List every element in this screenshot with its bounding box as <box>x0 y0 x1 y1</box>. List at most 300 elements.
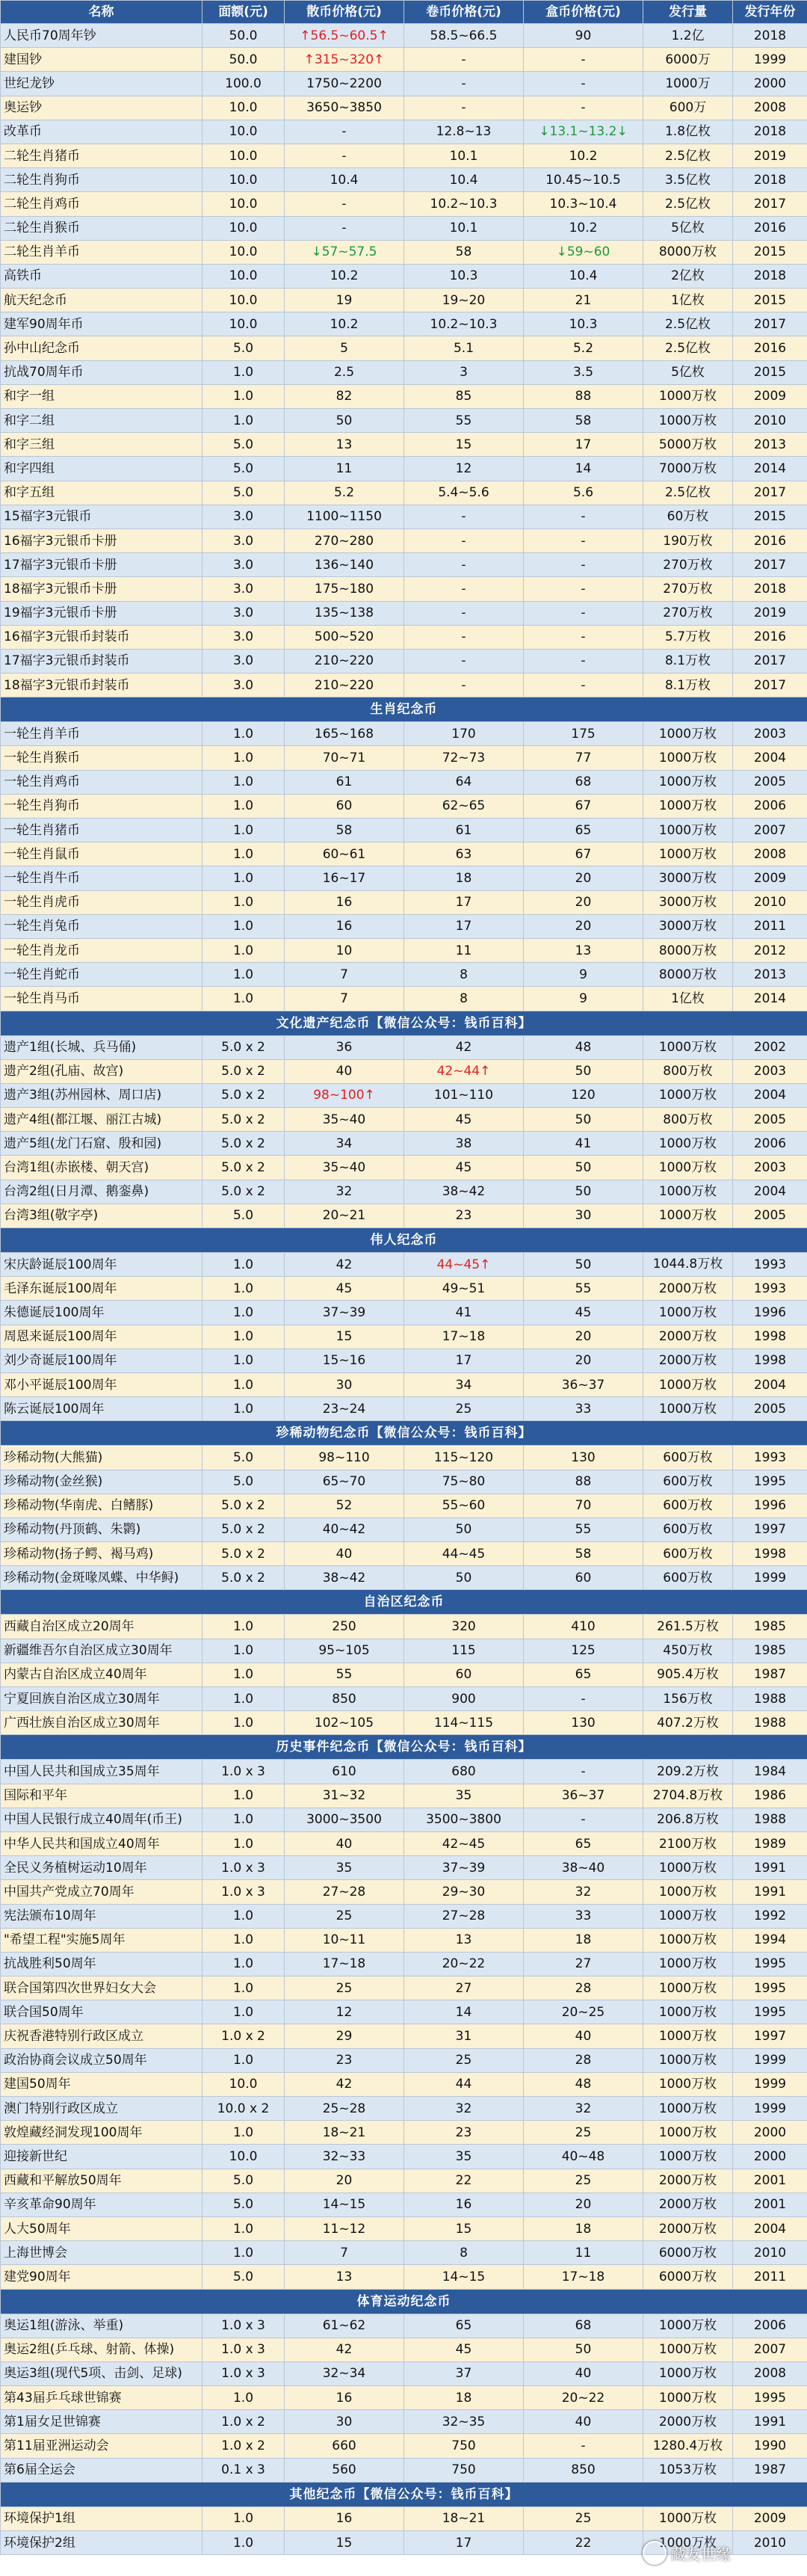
cell-issue-year: 2001 <box>733 2169 807 2193</box>
cell-box-price: - <box>524 72 643 96</box>
cell-box-price: 32 <box>524 1880 643 1904</box>
cell-loose-price: 23 <box>285 2048 404 2072</box>
table-row <box>1 674 807 697</box>
table-row <box>1 2121 807 2145</box>
cell-issue-year: 2016 <box>733 625 807 649</box>
cell-denomination: 3.0 <box>202 625 285 649</box>
cell-coin-name: 庆祝香港特别行政区成立 <box>1 2024 202 2048</box>
cell-issue-year: 1997 <box>733 2024 807 2048</box>
cell-roll-price: - <box>404 577 524 601</box>
cell-box-price: 10.3 <box>524 312 643 336</box>
cell-roll-price: 50 <box>404 1566 524 1590</box>
cell-circulation: 1000万枚 <box>643 2145 733 2169</box>
cell-loose-price: 30 <box>285 2410 404 2434</box>
cell-denomination: 50.0 <box>202 24 285 48</box>
cell-roll-price: - <box>404 96 524 120</box>
cell-issue-year: 1999 <box>733 2097 807 2121</box>
cell-circulation: 1000万枚 <box>643 1301 733 1325</box>
table-row <box>1 96 807 120</box>
cell-loose-price: 16 <box>285 2506 404 2530</box>
section-header <box>1 697 807 722</box>
cell-denomination: 1.0 <box>202 1928 285 1952</box>
cell-roll-price: 101~110 <box>404 1083 524 1107</box>
cell-roll-price: 18~21 <box>404 2506 524 2530</box>
cell-denomination: 1.0 <box>202 819 285 842</box>
cell-coin-name: 中国人民银行成立40周年(币王) <box>1 1808 202 1831</box>
cell-box-price: 55 <box>524 1277 643 1301</box>
cell-box-price: 68 <box>524 770 643 794</box>
cell-coin-name: 遗产2组(孔庙、故宫) <box>1 1059 202 1083</box>
cell-issue-year: 2003 <box>733 722 807 746</box>
cell-box-price: - <box>524 601 643 625</box>
cell-circulation: 2.5亿枚 <box>643 312 733 336</box>
cell-coin-name: 和字三组 <box>1 433 202 457</box>
cell-issue-year: 1991 <box>733 2410 807 2434</box>
cell-coin-name: 18福字3元银币封装币 <box>1 674 202 697</box>
section-title: 文化遗产纪念币【微信公众号：钱币百科】 <box>1 1011 807 1035</box>
cell-circulation: 6000万枚 <box>643 2265 733 2289</box>
cell-roll-price: 44 <box>404 2072 524 2096</box>
cell-box-price: 50 <box>524 1180 643 1204</box>
cell-circulation: 2.5亿枚 <box>643 144 733 167</box>
cell-circulation: 1280.4万枚 <box>643 2434 733 2458</box>
cell-issue-year: 2018 <box>733 577 807 601</box>
cell-roll-price: 20~22 <box>404 1952 524 1976</box>
cell-issue-year: 1995 <box>733 1952 807 1976</box>
cell-denomination: 1.0 <box>202 722 285 746</box>
cell-denomination: 1.0 <box>202 794 285 818</box>
cell-roll-price: 63 <box>404 842 524 866</box>
cell-box-price: 70 <box>524 1494 643 1517</box>
cell-coin-name: 抗战70周年币 <box>1 360 202 384</box>
cell-roll-price: 50 <box>404 1517 524 1541</box>
table-row <box>1 2000 807 2024</box>
cell-box-price: 21 <box>524 289 643 312</box>
cell-issue-year: 2011 <box>733 914 807 938</box>
cell-issue-year: 2000 <box>733 72 807 96</box>
cell-roll-price: 32 <box>404 2097 524 2121</box>
cell-roll-price: 15 <box>404 2216 524 2240</box>
cell-circulation: 8000万枚 <box>643 963 733 987</box>
cell-circulation: 1亿枚 <box>643 987 733 1011</box>
cell-circulation: 1000万枚 <box>643 1156 733 1180</box>
cell-coin-name: 中国共产党成立70周年 <box>1 1880 202 1904</box>
table-body <box>1 24 807 2555</box>
cell-circulation: 6000万枚 <box>643 2241 733 2265</box>
cell-coin-name: 15福字3元银币 <box>1 505 202 529</box>
cell-circulation: 1000万枚 <box>643 746 733 770</box>
cell-coin-name: 一轮生肖虎币 <box>1 890 202 914</box>
cell-circulation: 2.5亿枚 <box>643 336 733 360</box>
table-row <box>1 2314 807 2338</box>
cell-loose-price: 7 <box>285 963 404 987</box>
cell-coin-name: 内蒙古自治区成立40周年 <box>1 1663 202 1686</box>
cell-denomination: 10.0 <box>202 144 285 167</box>
cell-coin-name: 台湾3组(敬字亭) <box>1 1204 202 1227</box>
cell-coin-name: 18福字3元银币卡册 <box>1 577 202 601</box>
cell-issue-year: 2008 <box>733 2361 807 2385</box>
cell-circulation: 3000万枚 <box>643 890 733 914</box>
cell-loose-price: 45 <box>285 1277 404 1301</box>
cell-denomination: 10.0 <box>202 240 285 264</box>
cell-coin-name: 一轮生肖羊币 <box>1 722 202 746</box>
cell-box-price: 18 <box>524 2216 643 2240</box>
cell-coin-name: 环境保护1组 <box>1 2506 202 2530</box>
cell-loose-price: 95~105 <box>285 1639 404 1663</box>
table-row <box>1 1615 807 1639</box>
table-row <box>1 746 807 770</box>
cell-issue-year: 2006 <box>733 794 807 818</box>
cell-coin-name: 奥运2组(乒乓球、射箭、体操) <box>1 2338 202 2361</box>
section-title: 自治区纪念币 <box>1 1590 807 1615</box>
table-row <box>1 1494 807 1517</box>
cell-issue-year: 1985 <box>733 1615 807 1639</box>
cell-circulation: 1000万枚 <box>643 1952 733 1976</box>
cell-denomination: 5.0 <box>202 2169 285 2193</box>
cell-roll-price: 62~65 <box>404 794 524 818</box>
cell-denomination: 1.0 x 3 <box>202 2314 285 2338</box>
cell-roll-price: 42 <box>404 1035 524 1059</box>
cell-roll-price: 55~60 <box>404 1494 524 1517</box>
cell-coin-name: 一轮生肖牛币 <box>1 866 202 890</box>
cell-roll-price: 10.3 <box>404 264 524 288</box>
cell-denomination: 5.0 x 2 <box>202 1566 285 1590</box>
cell-circulation: 2000万枚 <box>643 2410 733 2434</box>
cell-roll-price: 35 <box>404 2145 524 2169</box>
cell-box-price: 850 <box>524 2458 643 2482</box>
cell-roll-price: 8 <box>404 987 524 1011</box>
cell-loose-price: 20~21 <box>285 1204 404 1227</box>
section-title: 体育运动纪念币 <box>1 2289 807 2314</box>
cell-roll-price: 10.4 <box>404 168 524 192</box>
cell-circulation: 1000万枚 <box>643 2024 733 2048</box>
cell-box-price: 17 <box>524 433 643 457</box>
cell-loose-price: 58 <box>285 819 404 842</box>
cell-issue-year: 1995 <box>733 1470 807 1494</box>
cell-denomination: 5.0 <box>202 433 285 457</box>
cell-circulation: 1000万枚 <box>643 1928 733 1952</box>
cell-box-price: 175 <box>524 722 643 746</box>
cell-loose-price: 27~28 <box>285 1880 404 1904</box>
cell-box-price: - <box>524 505 643 529</box>
cell-denomination: 1.0 x 3 <box>202 2361 285 2385</box>
cell-box-price: 13 <box>524 938 643 962</box>
cell-denomination: 1.0 <box>202 1397 285 1421</box>
cell-box-price: 27 <box>524 1952 643 1976</box>
cell-loose-price: 15 <box>285 2531 404 2555</box>
table-row <box>1 409 807 433</box>
cell-coin-name: 迎接新世纪 <box>1 2145 202 2169</box>
cell-circulation: 206.8万枚 <box>643 1808 733 1831</box>
cell-loose-price: 5.2 <box>285 481 404 505</box>
cell-coin-name: 一轮生肖狗币 <box>1 794 202 818</box>
table-row <box>1 1035 807 1059</box>
cell-coin-name: 国际和平年 <box>1 1784 202 1808</box>
table-row <box>1 1639 807 1663</box>
table-row <box>1 2386 807 2410</box>
cell-issue-year: 2013 <box>733 433 807 457</box>
cell-box-price: - <box>524 96 643 120</box>
cell-box-price: 32 <box>524 2097 643 2121</box>
cell-roll-price: 22 <box>404 2169 524 2193</box>
cell-loose-price: 42 <box>285 2072 404 2096</box>
cell-roll-price: 35 <box>404 1784 524 1808</box>
cell-denomination: 1.0 <box>202 987 285 1011</box>
cell-loose-price: 660 <box>285 2434 404 2458</box>
cell-roll-price: 72~73 <box>404 746 524 770</box>
cell-box-price: ↓13.1~13.2↓ <box>524 120 643 144</box>
cell-denomination: 1.0 <box>202 2000 285 2024</box>
cell-circulation: 5000万枚 <box>643 433 733 457</box>
table-row <box>1 1542 807 1566</box>
cell-loose-price: 500~520 <box>285 625 404 649</box>
table-row <box>1 1446 807 1470</box>
table-row <box>1 2169 807 2193</box>
table-row <box>1 553 807 577</box>
cell-roll-price: 61 <box>404 819 524 842</box>
cell-circulation: 1000万枚 <box>643 384 733 408</box>
cell-coin-name: 二轮生肖猪币 <box>1 144 202 167</box>
cell-roll-price: 14 <box>404 2000 524 2024</box>
cell-coin-name: 16福字3元银币卡册 <box>1 529 202 552</box>
cell-circulation: 1000万枚 <box>643 2097 733 2121</box>
table-row <box>1 433 807 457</box>
cell-circulation: 2亿枚 <box>643 264 733 288</box>
cell-coin-name: 宋庆龄诞辰100周年 <box>1 1253 202 1277</box>
cell-issue-year: 1995 <box>733 1976 807 2000</box>
cell-loose-price: 10 <box>285 938 404 962</box>
table-row <box>1 1301 807 1325</box>
cell-loose-price: 55 <box>285 1663 404 1686</box>
table-row <box>1 1397 807 1421</box>
cell-denomination: 1.0 <box>202 1952 285 1976</box>
table-row <box>1 2338 807 2361</box>
col-header-circulation: 发行量 <box>643 1 733 24</box>
cell-denomination: 1.0 <box>202 1711 285 1735</box>
cell-circulation: 1000万枚 <box>643 1976 733 2000</box>
cell-coin-name: 奥运1组(游泳、举重) <box>1 2314 202 2338</box>
table-row <box>1 48 807 72</box>
cell-box-price: 67 <box>524 842 643 866</box>
table-row <box>1 2434 807 2458</box>
cell-denomination: 1.0 <box>202 1831 285 1855</box>
cell-denomination: 1.0 <box>202 938 285 962</box>
cell-loose-price: 16 <box>285 2386 404 2410</box>
cell-roll-price: 37~39 <box>404 1856 524 1880</box>
cell-circulation: 1000万枚 <box>643 409 733 433</box>
cell-circulation: 60万枚 <box>643 505 733 529</box>
cell-box-price: 58 <box>524 409 643 433</box>
cell-box-price: 10.2 <box>524 144 643 167</box>
cell-issue-year: 1993 <box>733 1277 807 1301</box>
table-row <box>1 264 807 288</box>
table-row <box>1 1784 807 1808</box>
cell-box-price: 88 <box>524 1470 643 1494</box>
cell-loose-price: 102~105 <box>285 1711 404 1735</box>
table-row <box>1 1349 807 1372</box>
cell-coin-name: 和字四组 <box>1 457 202 481</box>
cell-denomination: 5.0 <box>202 1470 285 1494</box>
col-header-roll-price: 卷币价格(元) <box>404 1 524 24</box>
cell-circulation: 5亿枚 <box>643 360 733 384</box>
cell-circulation: 600万枚 <box>643 1446 733 1470</box>
cell-coin-name: 二轮生肖羊币 <box>1 240 202 264</box>
cell-circulation: 1000万枚 <box>643 2314 733 2338</box>
cell-issue-year: 2009 <box>733 384 807 408</box>
cell-issue-year: 2000 <box>733 2145 807 2169</box>
cell-issue-year: 2017 <box>733 553 807 577</box>
cell-loose-price: 70~71 <box>285 746 404 770</box>
table-row <box>1 2506 807 2530</box>
cell-loose-price: 98~110 <box>285 1446 404 1470</box>
cell-denomination: 1.0 <box>202 2386 285 2410</box>
cell-issue-year: 1987 <box>733 1663 807 1686</box>
cell-denomination: 10.0 <box>202 168 285 192</box>
cell-circulation: 8.1万枚 <box>643 649 733 673</box>
cell-loose-price: 60~61 <box>285 842 404 866</box>
table-row <box>1 1470 807 1494</box>
cell-roll-price: 44~45↑ <box>404 1253 524 1277</box>
cell-box-price: 38~40 <box>524 1856 643 1880</box>
table-header-row <box>1 1 807 24</box>
cell-box-price: 67 <box>524 794 643 818</box>
cell-box-price: - <box>524 577 643 601</box>
cell-denomination: 1.0 <box>202 1325 285 1349</box>
cell-denomination: 1.0 <box>202 360 285 384</box>
cell-circulation: 1000万枚 <box>643 2531 733 2555</box>
cell-denomination: 1.0 <box>202 1663 285 1686</box>
cell-denomination: 5.0 x 2 <box>202 1156 285 1180</box>
cell-coin-name: 一轮生肖兔币 <box>1 914 202 938</box>
cell-issue-year: 1988 <box>733 1808 807 1831</box>
cell-circulation: 2000万枚 <box>643 2216 733 2240</box>
cell-box-price: 20~22 <box>524 2386 643 2410</box>
cell-coin-name: 新疆维吾尔自治区成立30周年 <box>1 1639 202 1663</box>
cell-box-price: - <box>524 2434 643 2458</box>
cell-circulation: 8000万枚 <box>643 938 733 962</box>
cell-loose-price: 40 <box>285 1059 404 1083</box>
cell-loose-price: 37~39 <box>285 1301 404 1325</box>
cell-denomination: 1.0 <box>202 1976 285 2000</box>
cell-box-price: 130 <box>524 1446 643 1470</box>
cell-box-price: 10.45~10.5 <box>524 168 643 192</box>
table-row <box>1 120 807 144</box>
cell-coin-name: 联合国第四次世界妇女大会 <box>1 1976 202 2000</box>
table-row <box>1 144 807 167</box>
cell-denomination: 10.0 <box>202 2072 285 2096</box>
cell-circulation: 1000万枚 <box>643 2506 733 2530</box>
cell-coin-name: 全民义务植树运动10周年 <box>1 1856 202 1880</box>
cell-roll-price: 8 <box>404 963 524 987</box>
table-row <box>1 1566 807 1590</box>
cell-issue-year: 2012 <box>733 938 807 962</box>
table-row <box>1 457 807 481</box>
cell-issue-year: 1999 <box>733 48 807 72</box>
cell-roll-price: 34 <box>404 1372 524 1396</box>
cell-coin-name: 遗产5组(龙门石窟、殷和园) <box>1 1132 202 1156</box>
cell-loose-price: 10.4 <box>285 168 404 192</box>
cell-roll-price: 3500~3800 <box>404 1808 524 1831</box>
cell-loose-price: 40 <box>285 1542 404 1566</box>
cell-loose-price: 175~180 <box>285 577 404 601</box>
table-row <box>1 890 807 914</box>
cell-denomination: 3.0 <box>202 505 285 529</box>
cell-issue-year: 2016 <box>733 336 807 360</box>
cell-circulation: 2000万枚 <box>643 2193 733 2216</box>
cell-coin-name: 环境保护2组 <box>1 2531 202 2555</box>
cell-issue-year: 2010 <box>733 890 807 914</box>
cell-denomination: 1.0 <box>202 963 285 987</box>
cell-denomination: 5.0 x 2 <box>202 1494 285 1517</box>
cell-issue-year: 2005 <box>733 1397 807 1421</box>
cell-loose-price: 10~11 <box>285 1928 404 1952</box>
cell-circulation: 1000万枚 <box>643 2048 733 2072</box>
cell-roll-price: - <box>404 625 524 649</box>
table-row <box>1 1711 807 1735</box>
cell-denomination: 1.0 x 2 <box>202 2434 285 2458</box>
cell-circulation: 1000万枚 <box>643 1132 733 1156</box>
cell-denomination: 1.0 <box>202 890 285 914</box>
cell-circulation: 261.5万枚 <box>643 1615 733 1639</box>
cell-coin-name: 建国钞 <box>1 48 202 72</box>
table-row <box>1 1856 807 1880</box>
cell-coin-name: 宪法颁布10周年 <box>1 1904 202 1928</box>
cell-issue-year: 2008 <box>733 842 807 866</box>
cell-denomination: 1.0 <box>202 1639 285 1663</box>
table-row <box>1 2410 807 2434</box>
cell-roll-price: 10.2~10.3 <box>404 192 524 216</box>
cell-denomination: 3.0 <box>202 577 285 601</box>
cell-loose-price: 14~15 <box>285 2193 404 2216</box>
cell-box-price: 130 <box>524 1711 643 1735</box>
cell-roll-price: 49~51 <box>404 1277 524 1301</box>
section-title: 伟人纪念币 <box>1 1228 807 1253</box>
cell-coin-name: 邓小平诞辰100周年 <box>1 1372 202 1396</box>
cell-denomination: 10.0 <box>202 2145 285 2169</box>
cell-roll-price: - <box>404 601 524 625</box>
cell-issue-year: 1986 <box>733 1784 807 1808</box>
cell-issue-year: 2018 <box>733 120 807 144</box>
cell-denomination: 5.0 <box>202 457 285 481</box>
cell-circulation: 1044.8万枚 <box>643 1253 733 1277</box>
cell-roll-price: - <box>404 553 524 577</box>
table-row <box>1 2265 807 2289</box>
cell-circulation: 1000万枚 <box>643 842 733 866</box>
cell-loose-price: 16~17 <box>285 866 404 890</box>
cell-denomination: 5.0 x 2 <box>202 1108 285 1132</box>
cell-roll-price: 23 <box>404 2121 524 2145</box>
cell-denomination: 1.0 <box>202 1372 285 1396</box>
cell-roll-price: 44~45 <box>404 1542 524 1566</box>
cell-denomination: 1.0 <box>202 2121 285 2145</box>
cell-denomination: 1.0 <box>202 1904 285 1928</box>
table-row <box>1 2458 807 2482</box>
cell-issue-year: 2004 <box>733 2216 807 2240</box>
cell-coin-name: 世纪龙钞 <box>1 72 202 96</box>
cell-coin-name: 西藏和平解放50周年 <box>1 2169 202 2193</box>
cell-roll-price: - <box>404 72 524 96</box>
cell-denomination: 1.0 <box>202 866 285 890</box>
cell-box-price: 36~37 <box>524 1372 643 1396</box>
cell-box-price: 77 <box>524 746 643 770</box>
cell-roll-price: 60 <box>404 1663 524 1686</box>
cell-issue-year: 2004 <box>733 1372 807 1396</box>
section-header <box>1 1735 807 1760</box>
cell-box-price: 5.6 <box>524 481 643 505</box>
cell-box-price: 25 <box>524 2506 643 2530</box>
cell-issue-year: 2017 <box>733 674 807 697</box>
cell-issue-year: 1988 <box>733 1687 807 1711</box>
